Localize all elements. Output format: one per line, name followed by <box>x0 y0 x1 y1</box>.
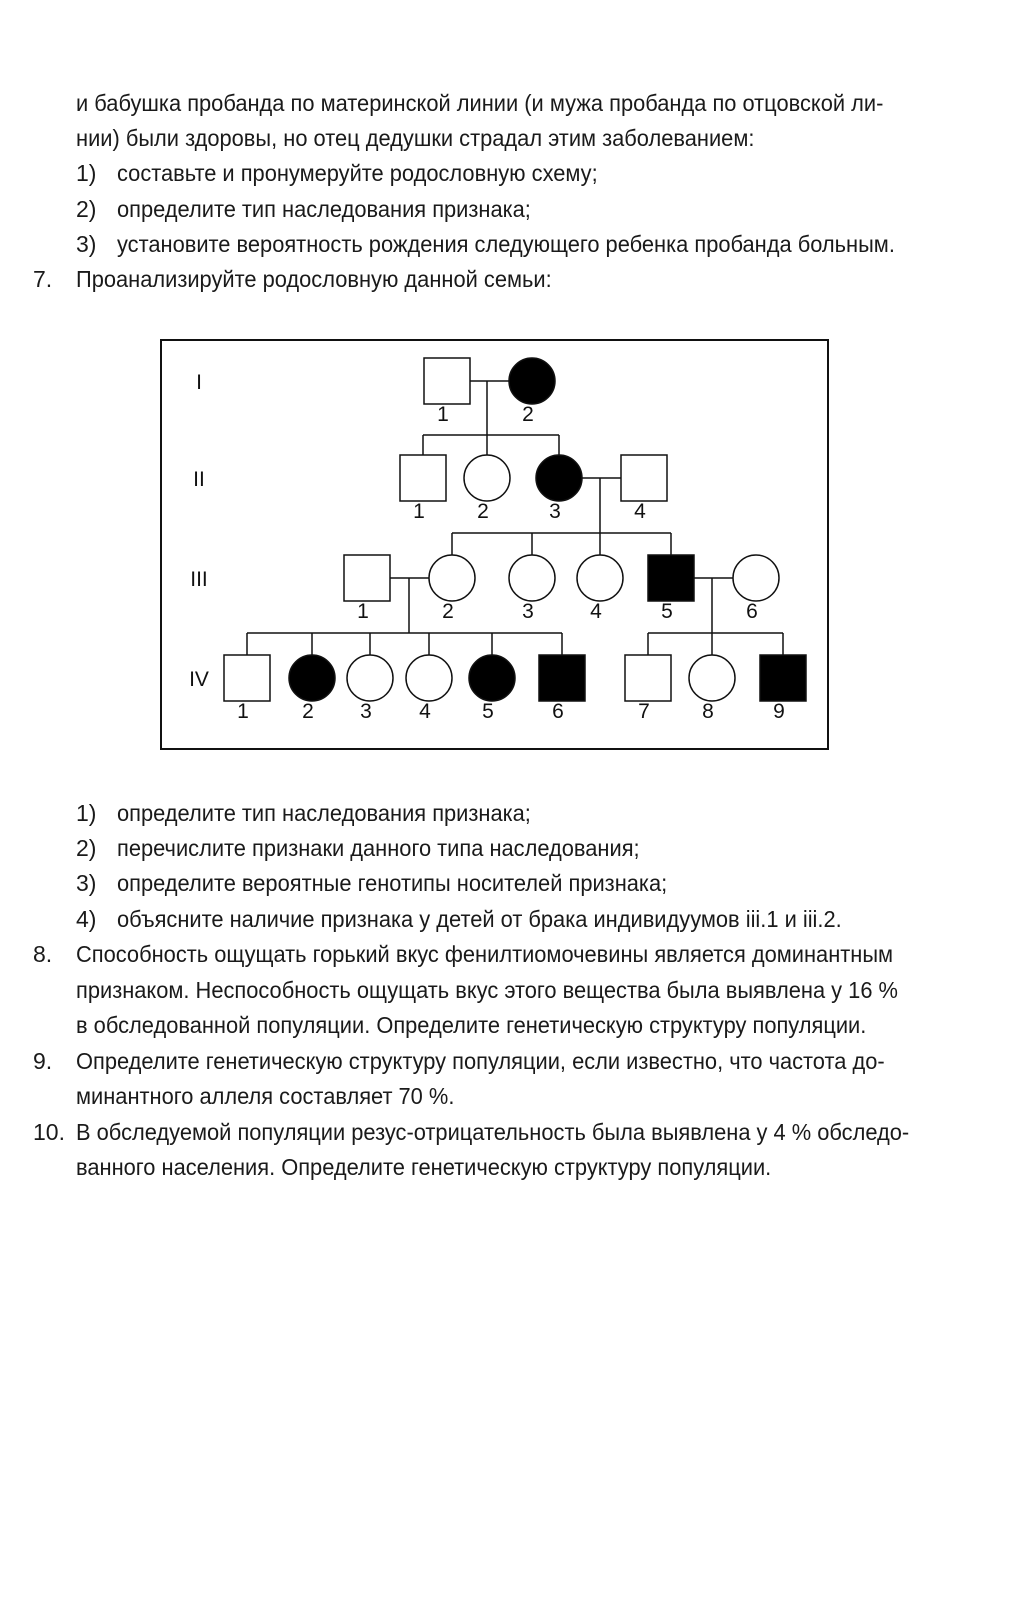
individual-number: 1 <box>357 600 369 623</box>
task7-item-1-number: 1) <box>76 800 97 826</box>
unaffected-male-symbol <box>224 655 270 701</box>
unaffected-male-symbol <box>621 455 667 501</box>
individual-number: 1 <box>413 500 425 523</box>
intro-item-2-text: определите тип наследования признака; <box>117 196 531 222</box>
task9-line-1: Определите генетическую структуру популяции, если известно, что частота до- <box>76 1048 885 1074</box>
task8-number: 8. <box>33 941 53 967</box>
unaffected-male-symbol <box>424 358 470 404</box>
task8-line-3: в обследованной популяции. Определите генетическую структуру популяции. <box>76 1012 867 1038</box>
individual-number: 2 <box>477 500 489 523</box>
task10-line-2: ванного населения. Определите генетическую структуру популяции. <box>76 1154 772 1180</box>
intro-item-1-text: составьте и пронумеруйте родословную схему; <box>117 160 598 186</box>
individual-number: 2 <box>522 403 534 426</box>
generation-label: IV <box>189 668 209 691</box>
individual-number: 3 <box>522 600 534 623</box>
task7-item-3-number: 3) <box>76 870 97 896</box>
intro-item-1-number: 1) <box>76 160 97 186</box>
individual-number: 4 <box>590 600 602 623</box>
affected-female-symbol <box>289 655 335 701</box>
intro-item-3-text: установите вероятность рождения следующего ребенка пробанда больным. <box>117 231 895 257</box>
unaffected-female-symbol <box>577 555 623 601</box>
individual-number: 6 <box>552 700 564 723</box>
task9-number: 9. <box>33 1048 53 1074</box>
task7-item-3-text: определите вероятные генотипы носителей признака; <box>117 870 668 896</box>
individual-number: 6 <box>746 600 758 623</box>
individual-number: 1 <box>237 700 249 723</box>
intro-line-2: нии) были здоровы, но отец дедушки страдал этим заболеванием: <box>76 125 755 151</box>
individual-number: 1 <box>437 403 449 426</box>
unaffected-female-symbol <box>464 455 510 501</box>
unaffected-female-symbol <box>406 655 452 701</box>
unaffected-female-symbol <box>689 655 735 701</box>
individual-number: 5 <box>482 700 494 723</box>
affected-male-symbol <box>539 655 585 701</box>
affected-female-symbol <box>536 455 582 501</box>
affected-male-symbol <box>760 655 806 701</box>
individual-number: 4 <box>634 500 646 523</box>
unaffected-male-symbol <box>344 555 390 601</box>
generation-label: I <box>196 371 202 394</box>
individual-number: 3 <box>360 700 372 723</box>
task10-number: 10. <box>33 1119 65 1145</box>
individual-number: 2 <box>442 600 454 623</box>
intro-item-2-number: 2) <box>76 196 97 222</box>
task7-item-1-text: определите тип наследования признака; <box>117 800 531 826</box>
individual-number: 2 <box>302 700 314 723</box>
task7-number: 7. <box>33 266 53 292</box>
task10-line-1: В обследуемой популяции резус-отрицательность была выявлена у 4 % обследо- <box>76 1119 910 1145</box>
unaffected-male-symbol <box>400 455 446 501</box>
affected-female-symbol <box>509 358 555 404</box>
generation-label: III <box>190 568 208 591</box>
task7-item-2-text: перечислите признаки данного типа наследования; <box>117 835 640 861</box>
unaffected-male-symbol <box>625 655 671 701</box>
task9-line-2: минантного аллеля составляет 70 %. <box>76 1083 455 1109</box>
task7-item-4-number: 4) <box>76 906 97 932</box>
unaffected-female-symbol <box>347 655 393 701</box>
intro-item-3-number: 3) <box>76 231 97 257</box>
task7-item-4-text: объясните наличие признака у детей от брака индивидуумов iii.1 и iii.2. <box>117 906 842 932</box>
individual-number: 3 <box>549 500 561 523</box>
task8-line-2: признаком. Неспособность ощущать вкус этого вещества была выявлена у 16 % <box>76 977 898 1003</box>
individual-number: 5 <box>661 600 673 623</box>
individual-number: 4 <box>419 700 431 723</box>
task8-line-1: Способность ощущать горький вкус фенилтиомочевины является доминантным <box>76 941 894 967</box>
individual-number: 7 <box>638 700 650 723</box>
affected-female-symbol <box>469 655 515 701</box>
generation-label: II <box>193 468 205 491</box>
individual-number: 8 <box>702 700 714 723</box>
unaffected-female-symbol <box>733 555 779 601</box>
task7-text: Проанализируйте родословную данной семьи: <box>76 266 552 292</box>
task7-item-2-number: 2) <box>76 835 97 861</box>
unaffected-female-symbol <box>429 555 475 601</box>
unaffected-female-symbol <box>509 555 555 601</box>
intro-line-1: и бабушка пробанда по материнской линии (и мужа пробанда по отцовской ли- <box>76 90 884 116</box>
affected-male-symbol <box>648 555 694 601</box>
individual-number: 9 <box>773 700 785 723</box>
